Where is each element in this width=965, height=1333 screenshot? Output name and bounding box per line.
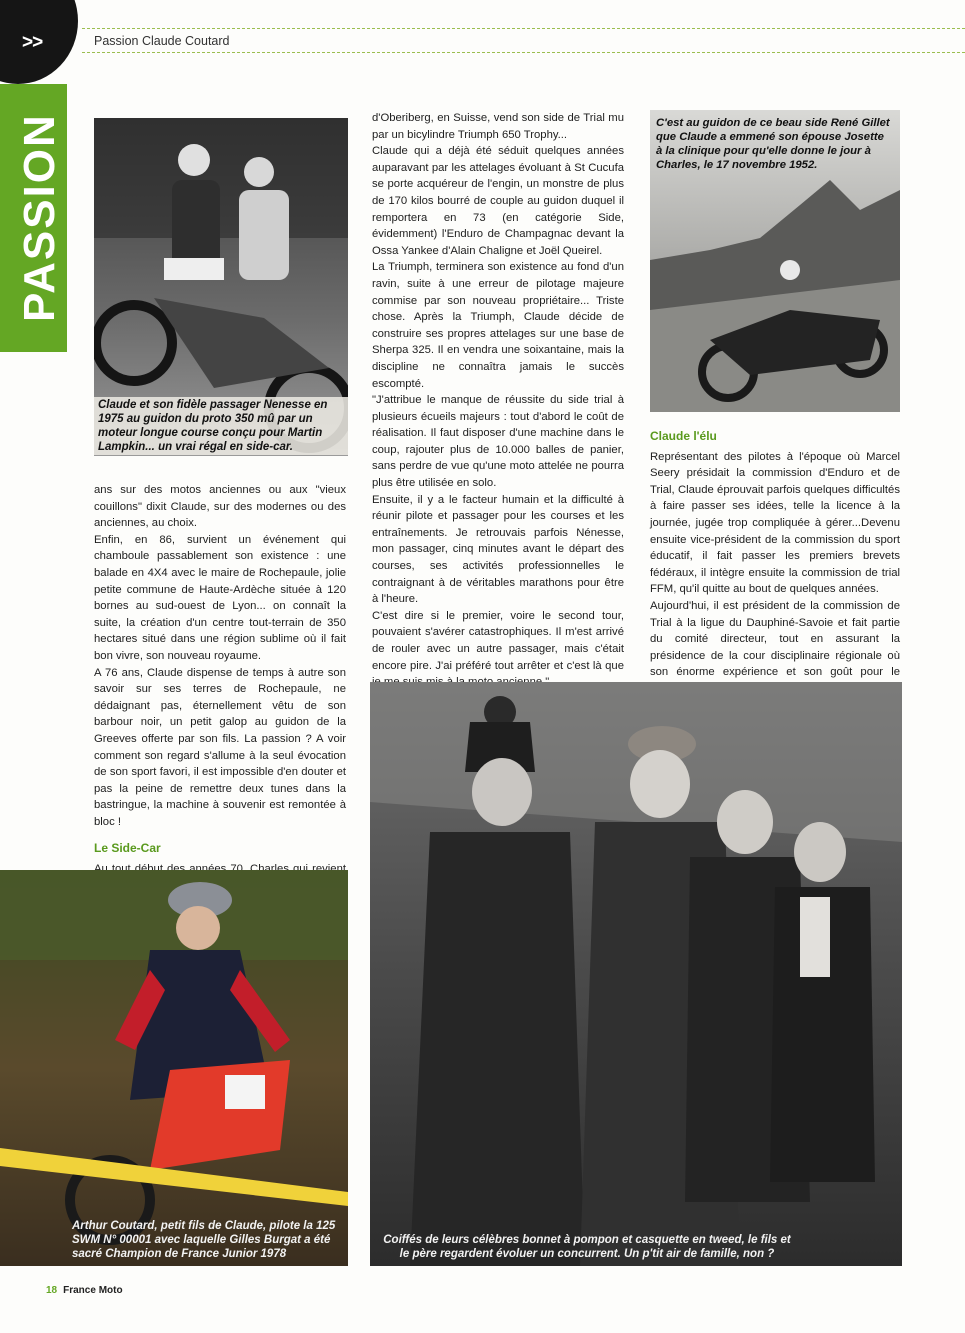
header-rule-bottom <box>82 52 965 53</box>
text-column-3 <box>650 418 900 698</box>
section-label: PASSION <box>15 113 64 322</box>
col1-paragraph-1: ans sur des motos anciennes ou aux "vieux couillons" dixit Claude, sur des modernes ou des anciennes, au choix. <box>94 484 346 530</box>
col2-paragraph-2: Claude qui a déjà été séduit quelques années auparavant par les attelages évoluant à St Cucufa se porte acquéreur de l'engin, un monstre de plus de 170 kilos bourré de couple au guidon duquel il remportera en 73 (en catégorie Side, évidemment) l'Enduro de Champagnac devant la Ossa Yankee d'Alain Chaligne et Joël Queirel. <box>372 145 624 257</box>
col1-paragraph-2: Enfin, en 86, survient un événement qui chamboule passablement son existence : une balade en 4X4 avec le maire de Rochepaule, jolie petite commune de Haute-Ardèche située à 120 bornes au sud-ouest de Lyon... on connaît la suite, la création d'un centre tout-terrain de 350 hectares situé dans une région sublime où il fait bon vivre, son nouveau royaume. <box>94 533 346 662</box>
col3-subtitle: Claude l'élu <box>650 429 717 443</box>
header-rule-top <box>82 28 965 29</box>
col2-paragraph-4: "J'attribue le manque de réussite du side trial à plusieurs écueils majeurs : tout d'abord le coût de réalisation. Il faut disposer d'une machine dans le coup, rajouter plus de 10.000 balles de panier, sans perdre de vue qu'une moto attelée ne pourra plus être utilisée en solo. <box>372 394 624 490</box>
page-number: 18 <box>46 1285 58 1296</box>
magazine-name: France Moto <box>63 1285 123 1296</box>
col1-subtitle: Le Side-Car <box>94 841 161 856</box>
photo-father-and-son <box>370 682 902 1266</box>
col3-paragraph-2: Aujourd'hui, il est président de la commission de Trial à la ligue du Dauphiné-Savoie et fait partie du comité directeur, tout en assurant la présidence de la cour disciplinaire régionale où son énorme expérience et son goût pour le <box>650 599 900 679</box>
caption-arthur-coutard: Arthur Coutard, petit fils de Claude, pilote la 125 SWM N° 00001 avec laquelle Gilles Burgat a été sacré Champion de France Junior 1978 <box>72 1220 336 1260</box>
text-column-1 <box>94 482 346 927</box>
col2-paragraph-1: d'Oberiberg, en Suisse, vend son side de Trial mu par un bicylindre Triumph 650 Trophy... <box>372 112 624 141</box>
col2-paragraph-6: C'est dire si le premier, voire le second tour, pouvaient s'avérer catastrophiques. Il m'est arrivé de rouler avec un autre passager, mais c'était encore pire. J'ai préféré tout arrêter et c'est là que <box>372 609 624 672</box>
page-footer <box>46 1285 123 1296</box>
col3-paragraph-1: Représentant des pilotes à l'époque où Marcel Seery présidait la commission d'Enduro et de Trial, Claude éprouvait parfois quelques difficultés à faire passer ses idées, telle la licence à la journée, jugée trop compliquée à gérer...Devenu ensuite vice-président de la commission du sport éducatif, il fait passer les premiers brevets fédéraux, il intègre ensuite la commission de trial FFM, qu'il quitte au bout de quelques années. <box>650 450 900 596</box>
caption-rene-gillet-side: C'est au guidon de ce beau side René Gillet que Claude a emmené son épouse Josette à la clinique pour qu'elle donne le jour à Charles, le 17 novembre 1952. <box>656 117 890 171</box>
text-column-2 <box>372 110 624 691</box>
nav-chevrons: >> <box>22 32 43 53</box>
caption-sidecar-1975: Claude et son fidèle passager Nenesse en 1975 au guidon du proto 350 mû par un moteur longue course conçu pour Martin Lampkin... un vrai régal en side-car. <box>94 397 348 455</box>
col2-paragraph-5: Ensuite, il y a le facteur humain et la difficulté à réunir pilote et passager pour les courses et les entraînements. Je retrouvais parfois Nénesse, mon passager, cinq minutes avant le départ des courses, ses activités professionnelles le contraignant à de véritables marathons pour être à l'heure. <box>372 493 624 606</box>
caption-father-and-son: Coiffés de leurs célèbres bonnet à pompon et casquette en tweed, le fils et le père regardent évoluer un concurrent. Un p'tit air de famille, non ? <box>383 1234 791 1260</box>
col2-paragraph-3: La Triumph, terminera son existence au fond d'un ravin, suite à une erreur de pilotage majeure commise par son nouveau propriétaire... Triste chose. Après la Triumph, Claude décide de construire ses propres attelages sur une base de Sherpa 325. Il en vendra une soixantaine, mais la discipline ne connaîtra jamais le succès escompté. <box>372 261 624 390</box>
article-header-title: Passion Claude Coutard <box>94 34 230 48</box>
photo-arthur-coutard <box>0 870 348 1266</box>
col1-paragraph-3: A 76 ans, Claude dispense de temps à autre son savoir sur ses terres de Rochepaule, ne dédaignant pas, éternellement vêtu de son barbour noir, un petit galop au guidon de la Greeves offerte par son fils. La passion ? A voir comment son regard s'allume à la seul évocation de son sport favori, il est impossible d'en douter et pas la peine de remettre deux tunes dans la bastringue, la machine à souvenir est remontée à bloc ! <box>94 666 346 828</box>
